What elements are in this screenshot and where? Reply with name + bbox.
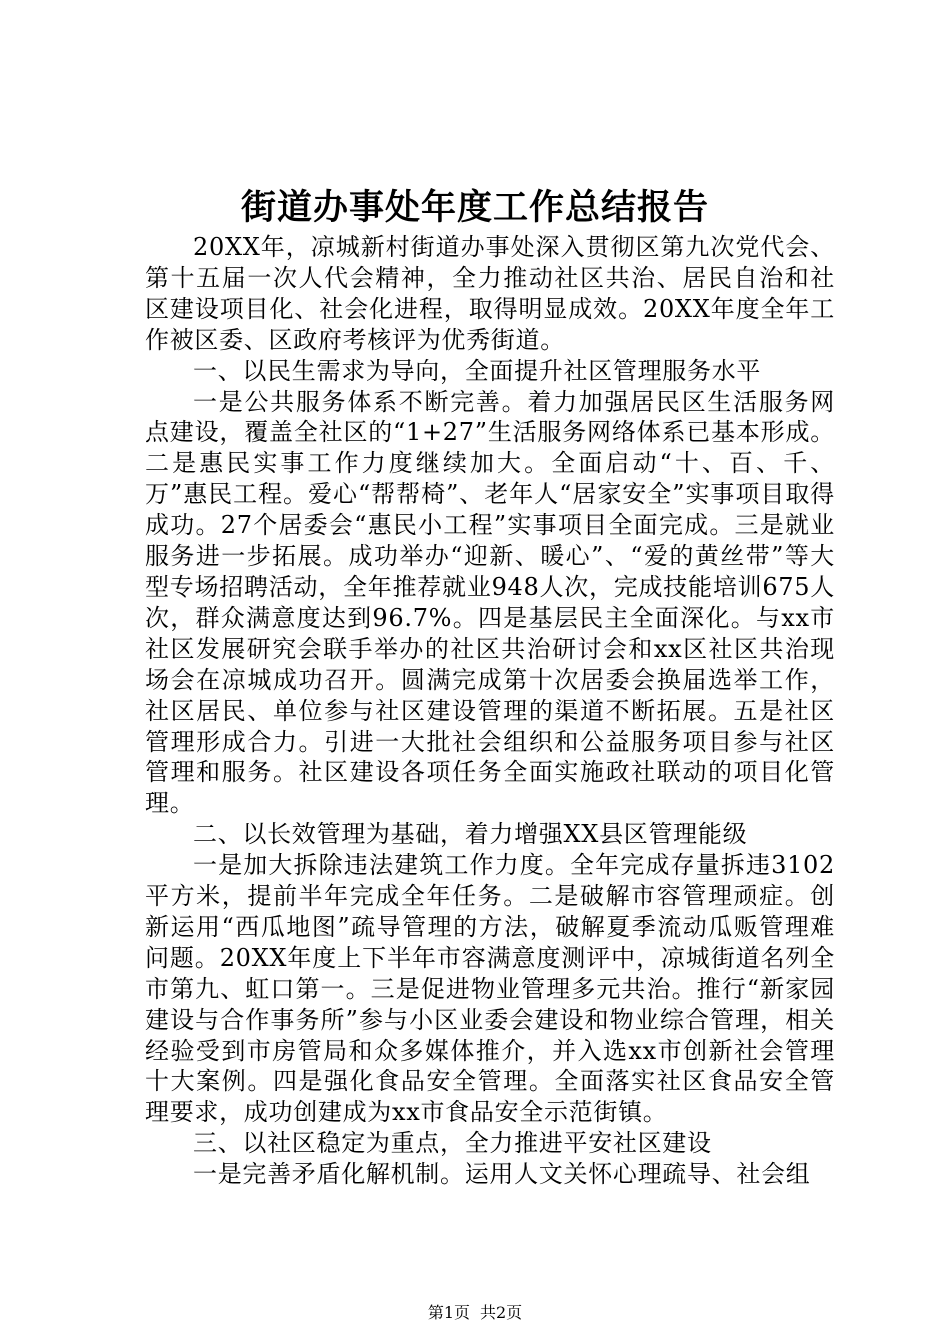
page-number: 第1页 xyxy=(427,1303,470,1322)
section-3-paragraph: 一是完善矛盾化解机制。运用人文关怀心理疏导、社会组 xyxy=(193,1160,811,1189)
intro-paragraph: 20XX年，凉城新村街道办事处深入贯彻区第九次党代会、第十五届一次人代会精神，全力推动社区共治、居民自治和社区建设项目化、社会化进程，取得明显成效。20XX年度全年工作被区委、区政府考核评为优秀街道。 xyxy=(145,233,835,354)
document-body xyxy=(145,232,835,1190)
page-footer xyxy=(0,1302,950,1324)
section-1-paragraph: 一是公共服务体系不断完善。着力加强居民区生活服务网点建设，覆盖全社区的“1+27”生活服务网络体系已基本形成。二是惠民实事工作力度继续加大。全面启动“十、百、千、万”惠民工程。爱心“帮帮椅”、老年人“居家安全”实事项目取得成功。27个居委会“惠民小工程”实事项目全面完成。三是就业服务进一步拓展。成功举办“迎新、暖心”、“爱的黄丝带”等大型专场招聘活动，全年推荐就业948人次，完成技能培训675人次，群众满意度达到96.7%。四是基层民主全面深化。与xx市社区发展研究会联手举办的社区共治研讨会和xx区社区共治现场会在凉城成功召开。圆满完成第十次居委会换届选举工作，社区居民、单位参与社区建设管理的渠道不断拓展。五是社区管理形成合力。引进一大批社会组织和公益服务项目参与社区管理和服务。社区建设各项任务全面实施政社联动的项目化管理。 xyxy=(145,387,835,818)
section-1-heading: 一、以民生需求为导向，全面提升社区管理服务水平 xyxy=(193,356,762,385)
document-title: 街道办事处年度工作总结报告 xyxy=(240,188,709,228)
section-2-paragraph: 一是加大拆除违法建筑工作力度。全年完成存量拆违3102平方米，提前半年完成全年任务。二是破解市容管理顽症。创新运用“西瓜地图”疏导管理的方法，破解夏季流动瓜贩管理难问题。20XX年度上下半年市容满意度测评中，凉城街道名列全市第九、虹口第一。三是促进物业管理多元共治。推行“新家园建设与合作事务所”参与小区业委会建设和物业综合管理，相关经验受到市房管局和众多媒体推介，并入选xx市创新社会管理十大案例。四是强化食品安全管理。全面落实社区食品安全管理要求，成功创建成为xx市食品安全示范街镇。 xyxy=(145,851,835,1127)
section-3-heading: 三、以社区稳定为重点，全力推进平安社区建设 xyxy=(193,1129,712,1158)
page-total: 共2页 xyxy=(480,1303,523,1322)
section-2-heading: 二、以长效管理为基础，着力增强XX县区管理能级 xyxy=(193,820,748,849)
